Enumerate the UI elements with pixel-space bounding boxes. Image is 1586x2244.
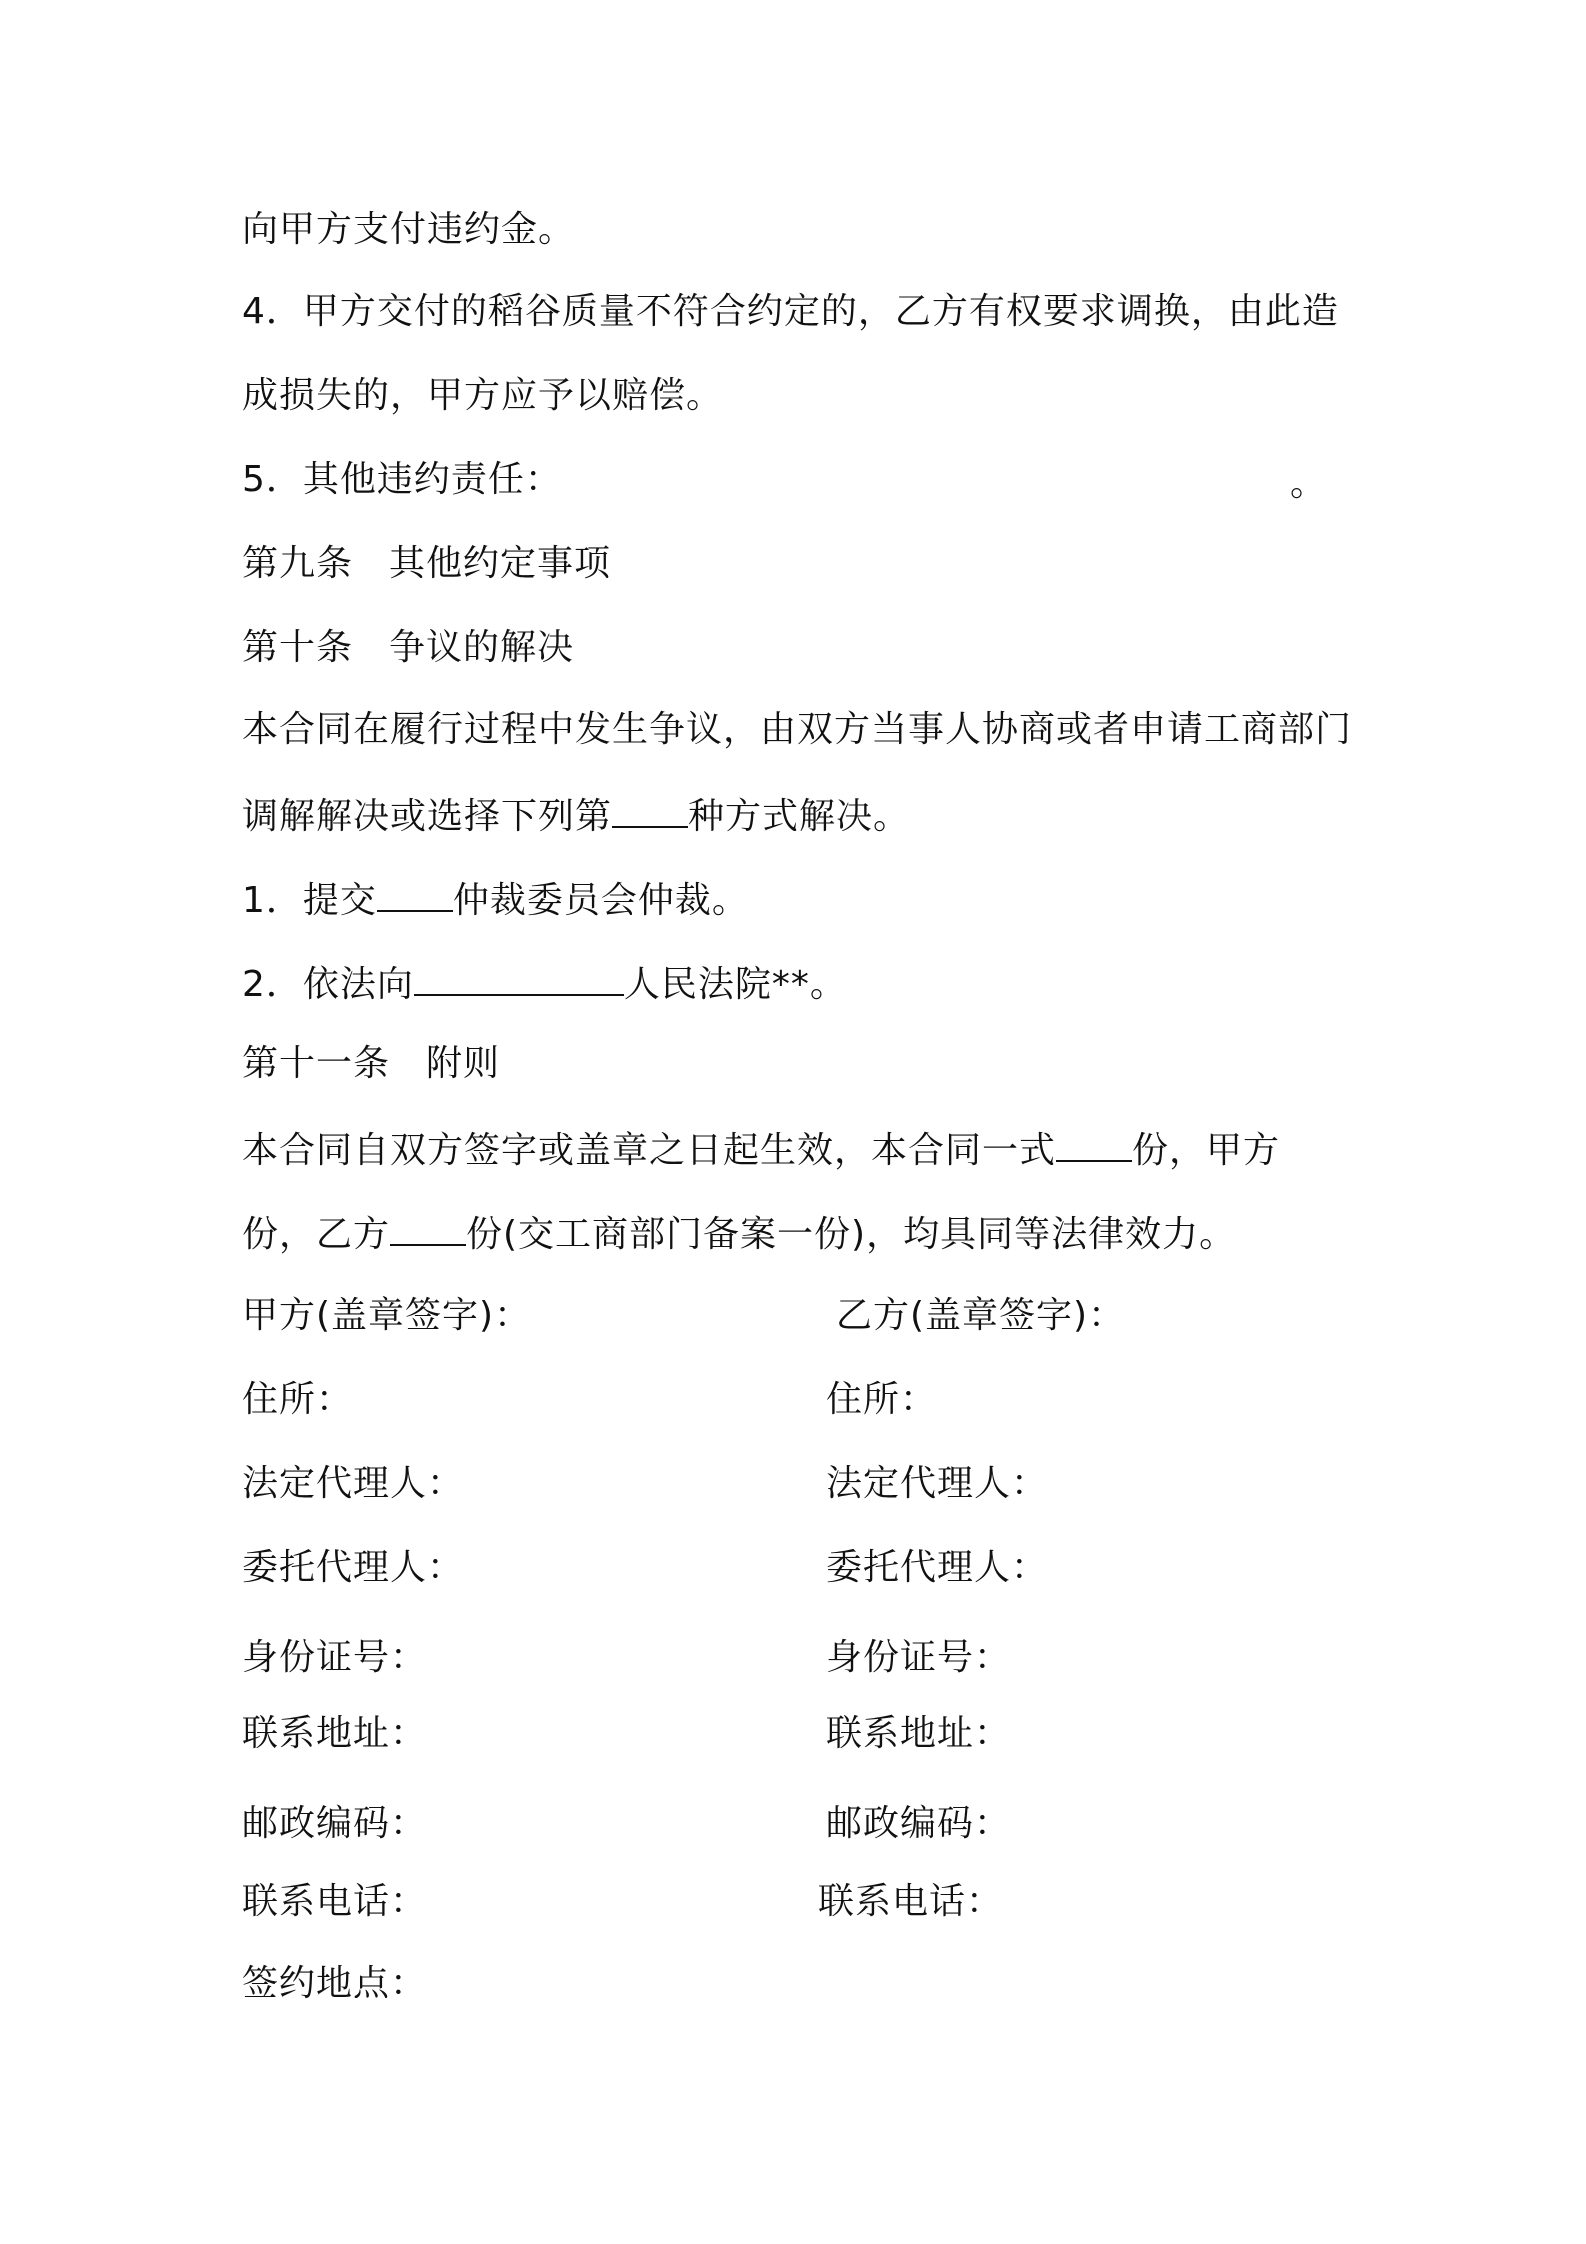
blank-field <box>390 1210 466 1246</box>
article-number: 第十一条 <box>242 1043 391 1084</box>
clause-4-line-2 <box>242 374 723 418</box>
text: 仲裁委员会仲裁。 <box>452 880 749 921</box>
article-title: 争议的解决 <box>389 627 575 668</box>
article-number: 第十条 <box>242 627 354 668</box>
party-b-contact-address-label: 联系地址： <box>826 1713 1012 1754</box>
text: 种方式解决。 <box>688 796 911 837</box>
dispute-line-1 <box>242 708 1352 752</box>
party-a-label: 甲方(盖章签字)： <box>242 1295 532 1336</box>
dispute-line-2 <box>242 792 910 839</box>
party-b-phone-label: 联系电话： <box>818 1881 1004 1922</box>
article-9-heading <box>242 542 611 586</box>
text: 本合同自双方签字或盖章之日起生效，本合同一式 <box>242 1130 1057 1171</box>
party-a-legal-rep-label: 法定代理人： <box>242 1463 465 1504</box>
text: 2．依法向 <box>242 964 414 1005</box>
text: 本合同在履行过程中发生争议，由双方当事人协商或者申请工商部门 <box>242 709 1353 750</box>
text: 调解解决或选择下列第 <box>242 796 613 837</box>
text: 份，甲方 <box>1132 1130 1281 1171</box>
party-a-id-label: 身份证号： <box>242 1637 428 1678</box>
party-a-address-label: 住所： <box>242 1379 354 1420</box>
text-line-penalty-end <box>242 208 575 252</box>
clause-5-period: 。 <box>1290 463 1327 504</box>
text: 向甲方支付违约金。 <box>242 209 576 250</box>
text: 1．提交 <box>242 880 377 921</box>
option-2 <box>242 960 847 1007</box>
party-a-phone-label: 联系电话： <box>242 1881 428 1922</box>
party-b-label: 乙方(盖章签字)： <box>836 1295 1126 1336</box>
article-11-heading <box>242 1042 500 1086</box>
text: 5．其他违约责任： <box>242 459 562 500</box>
text: 4．甲方交付的稻谷质量不符合约定的，乙方有权要求调换，由此造 <box>242 291 1339 332</box>
party-b-id-label: 身份证号： <box>826 1637 1012 1678</box>
text: 人民法院**。 <box>623 964 847 1005</box>
text: 份，乙方 <box>242 1214 391 1255</box>
party-b-postcode-label: 邮政编码： <box>826 1803 1012 1844</box>
party-b-address-label: 住所： <box>826 1379 938 1420</box>
option-1 <box>242 876 749 923</box>
article-number: 第九条 <box>242 543 354 584</box>
blank-field <box>612 792 688 828</box>
article-10-heading <box>242 626 574 670</box>
party-b-agent-label: 委托代理人： <box>826 1547 1049 1588</box>
text: 成损失的，甲方应予以赔偿。 <box>242 375 724 416</box>
party-a-contact-address-label: 联系地址： <box>242 1713 428 1754</box>
supplementary-line-1 <box>242 1126 1280 1173</box>
article-title: 其他约定事项 <box>389 543 612 584</box>
blank-field <box>1056 1126 1132 1162</box>
clause-4-line-1 <box>242 290 1339 334</box>
party-b-legal-rep-label: 法定代理人： <box>826 1463 1049 1504</box>
supplementary-line-2 <box>242 1210 1236 1257</box>
party-a-agent-label: 委托代理人： <box>242 1547 465 1588</box>
signing-place-label: 签约地点： <box>242 1963 428 2004</box>
party-a-postcode-label: 邮政编码： <box>242 1803 428 1844</box>
article-title: 附则 <box>426 1043 501 1084</box>
text: 份(交工商部门备案一份)，均具同等法律效力。 <box>466 1214 1237 1255</box>
clause-5 <box>242 458 562 502</box>
blank-field <box>377 876 453 912</box>
blank-field <box>414 960 624 996</box>
